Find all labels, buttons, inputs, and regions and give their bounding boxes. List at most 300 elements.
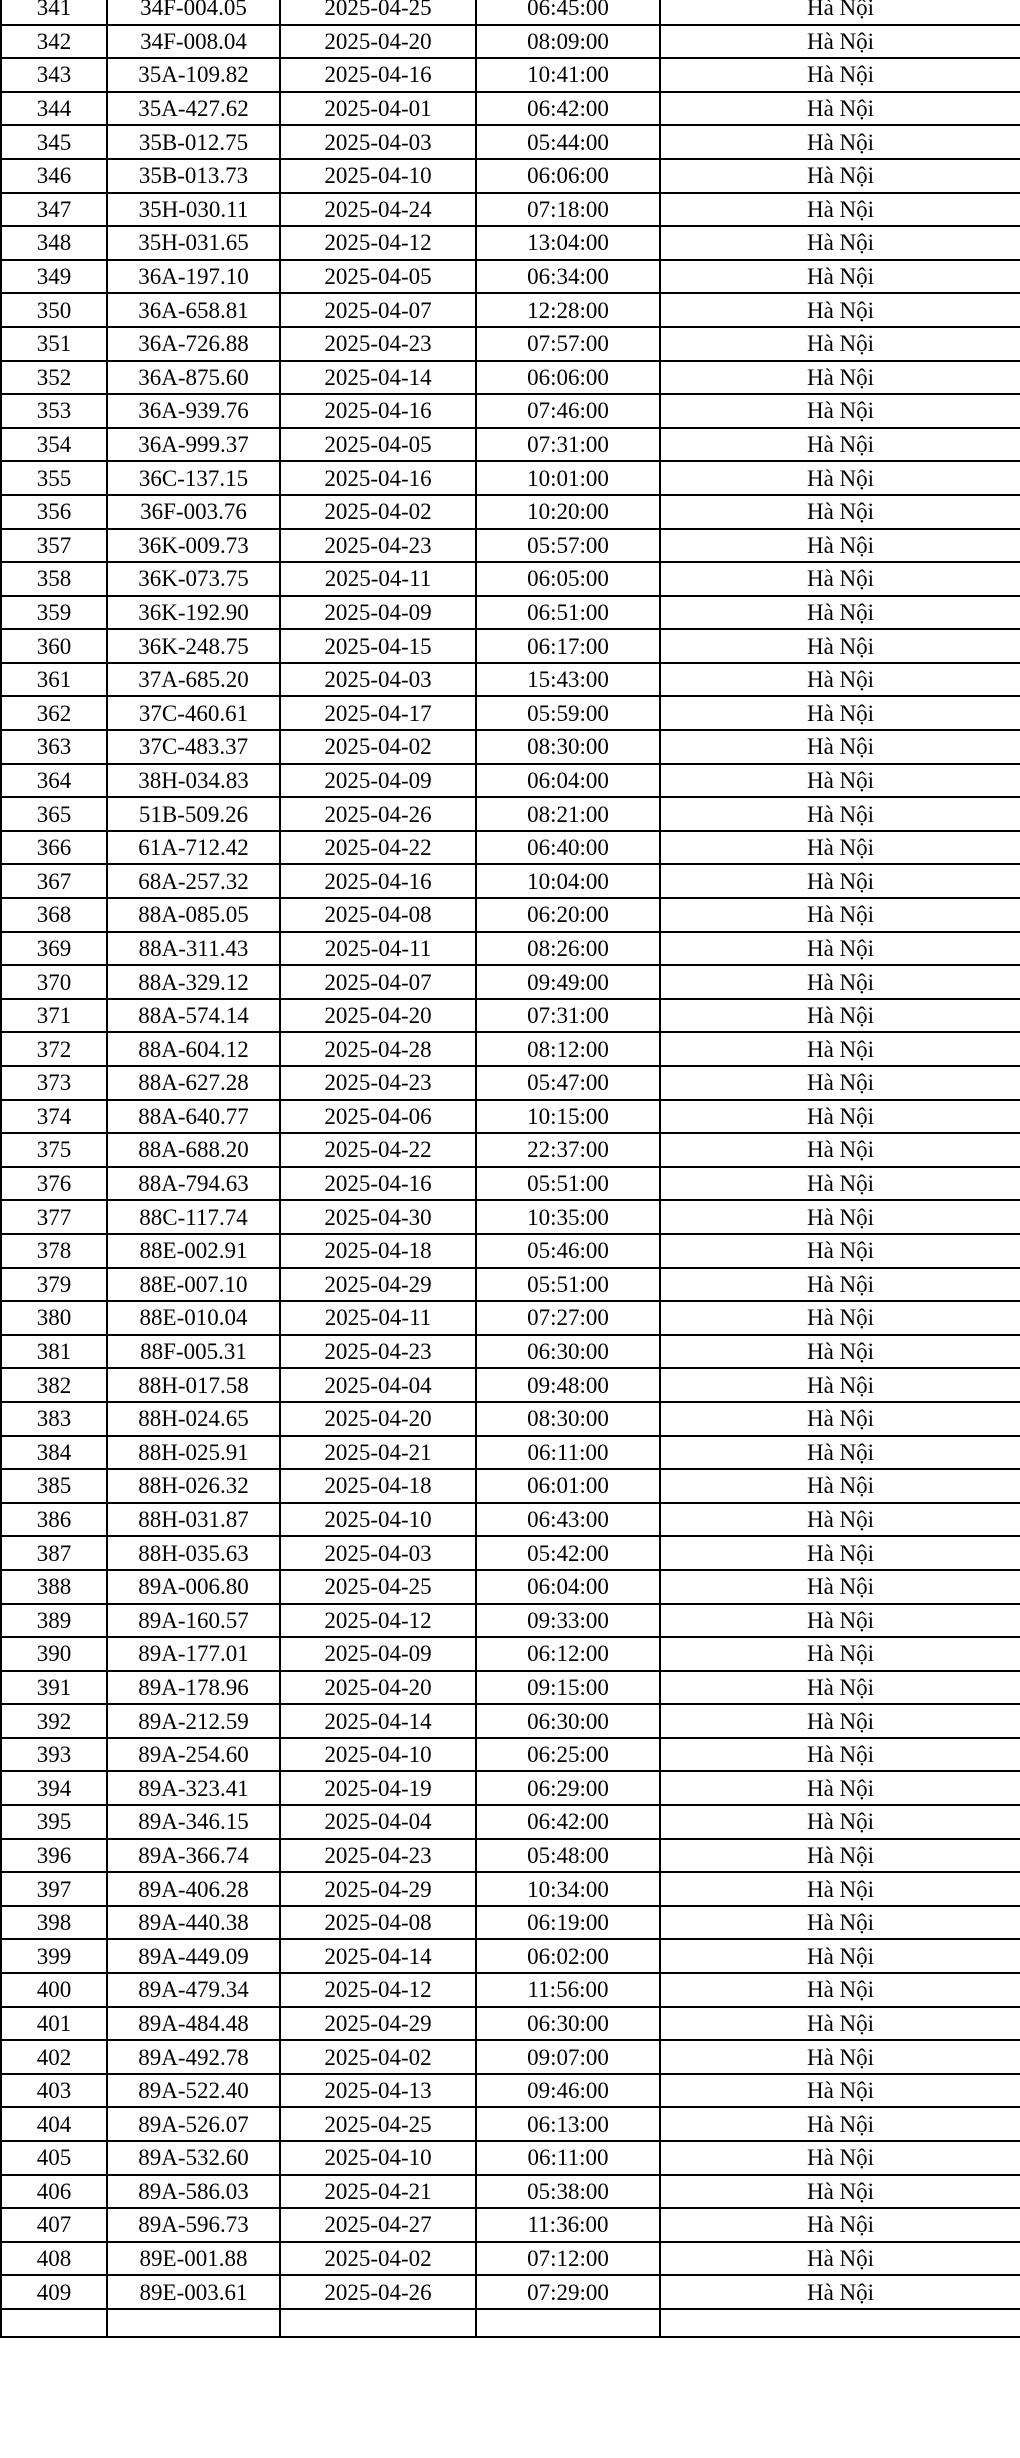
row-number-cell: 345 xyxy=(1,125,107,159)
row-number-cell: 407 xyxy=(1,2208,107,2242)
time-cell: 05:51:00 xyxy=(476,1167,660,1201)
date-cell: 2025-04-27 xyxy=(280,2208,476,2242)
time-cell: 06:13:00 xyxy=(476,2107,660,2141)
table-row xyxy=(1,1872,1020,1906)
location-cell: Hà Nội xyxy=(660,1805,1020,1839)
row-number-cell: 365 xyxy=(1,797,107,831)
date-cell: 2025-04-29 xyxy=(280,1872,476,1906)
location-cell: Hà Nội xyxy=(660,461,1020,495)
table-row xyxy=(1,2275,1020,2309)
plate-cell: 88H-025.91 xyxy=(107,1436,280,1470)
time-cell: 06:30:00 xyxy=(476,1335,660,1369)
table-row xyxy=(1,428,1020,462)
location-cell: Hà Nội xyxy=(660,293,1020,327)
date-cell: 2025-04-10 xyxy=(280,1503,476,1537)
table-row xyxy=(1,932,1020,966)
row-number-cell: 401 xyxy=(1,2007,107,2041)
table-row xyxy=(1,1032,1020,1066)
location-cell: Hà Nội xyxy=(660,1100,1020,1134)
table-row xyxy=(1,394,1020,428)
plate-cell: 89E-001.88 xyxy=(107,2242,280,2276)
row-number-cell: 347 xyxy=(1,193,107,227)
date-cell: 2025-04-29 xyxy=(280,2007,476,2041)
row-number-cell: 394 xyxy=(1,1771,107,1805)
date-cell: 2025-04-20 xyxy=(280,1402,476,1436)
location-cell: Hà Nội xyxy=(660,1133,1020,1167)
date-cell: 2025-04-16 xyxy=(280,1167,476,1201)
table-row xyxy=(1,1335,1020,1369)
time-cell: 06:30:00 xyxy=(476,1704,660,1738)
time-cell: 07:18:00 xyxy=(476,193,660,227)
plate-cell: 88A-640.77 xyxy=(107,1100,280,1134)
time-cell: 05:46:00 xyxy=(476,1234,660,1268)
table-row xyxy=(1,562,1020,596)
table-row xyxy=(1,1268,1020,1302)
row-number-cell: 369 xyxy=(1,932,107,966)
date-cell: 2025-04-25 xyxy=(280,0,476,25)
time-cell: 06:19:00 xyxy=(476,1906,660,1940)
plate-cell: 36A-726.88 xyxy=(107,327,280,361)
table-row xyxy=(1,1570,1020,1604)
plate-cell: 89A-532.60 xyxy=(107,2141,280,2175)
row-number-cell: 359 xyxy=(1,596,107,630)
row-number-cell: 342 xyxy=(1,25,107,59)
location-cell: Hà Nội xyxy=(660,1939,1020,1973)
location-cell: Hà Nội xyxy=(660,25,1020,59)
time-cell: 13:04:00 xyxy=(476,226,660,260)
table-row xyxy=(1,58,1020,92)
location-cell: Hà Nội xyxy=(660,125,1020,159)
location-cell: Hà Nội xyxy=(660,2141,1020,2175)
date-cell: 2025-04-24 xyxy=(280,193,476,227)
table-row xyxy=(1,2141,1020,2175)
plate-cell: 89A-177.01 xyxy=(107,1637,280,1671)
date-cell: 2025-04-25 xyxy=(280,1570,476,1604)
date-cell: 2025-04-06 xyxy=(280,1100,476,1134)
plate-cell: 88H-024.65 xyxy=(107,1402,280,1436)
row-number-cell: 356 xyxy=(1,495,107,529)
date-cell: 2025-04-05 xyxy=(280,428,476,462)
location-cell: Hà Nội xyxy=(660,2007,1020,2041)
location-cell: Hà Nội xyxy=(660,1503,1020,1537)
time-cell: 08:21:00 xyxy=(476,797,660,831)
time-cell: 06:11:00 xyxy=(476,1436,660,1470)
date-cell: 2025-04-16 xyxy=(280,394,476,428)
date-cell: 2025-04-03 xyxy=(280,125,476,159)
location-cell: Hà Nội xyxy=(660,2074,1020,2108)
row-number-cell: 404 xyxy=(1,2107,107,2141)
time-cell: 06:40:00 xyxy=(476,831,660,865)
location-cell: Hà Nội xyxy=(660,529,1020,563)
date-cell: 2025-04-29 xyxy=(280,1268,476,1302)
date-cell: 2025-04-22 xyxy=(280,831,476,865)
time-cell: 05:59:00 xyxy=(476,696,660,730)
row-number-cell: 368 xyxy=(1,898,107,932)
plate-cell: 36A-875.60 xyxy=(107,361,280,395)
row-number-cell: 402 xyxy=(1,2040,107,2074)
location-cell: Hà Nội xyxy=(660,1704,1020,1738)
row-number-cell: 371 xyxy=(1,999,107,1033)
row-number-cell: 367 xyxy=(1,864,107,898)
plate-cell: 89A-160.57 xyxy=(107,1604,280,1638)
date-cell: 2025-04-12 xyxy=(280,226,476,260)
date-cell: 2025-04-17 xyxy=(280,696,476,730)
location-cell: Hà Nội xyxy=(660,0,1020,25)
time-cell: 06:25:00 xyxy=(476,1738,660,1772)
location-cell: Hà Nội xyxy=(660,1839,1020,1873)
row-number-cell: 362 xyxy=(1,696,107,730)
date-cell: 2025-04-09 xyxy=(280,1637,476,1671)
plate-cell: 34F-004.05 xyxy=(107,0,280,25)
time-cell: 08:26:00 xyxy=(476,932,660,966)
location-cell: Hà Nội xyxy=(660,2040,1020,2074)
date-cell: 2025-04-16 xyxy=(280,864,476,898)
plate-cell: 89A-346.15 xyxy=(107,1805,280,1839)
table-row xyxy=(1,0,1020,25)
row-number-cell: 381 xyxy=(1,1335,107,1369)
time-cell: 06:29:00 xyxy=(476,1771,660,1805)
date-cell: 2025-04-02 xyxy=(280,495,476,529)
location-cell: Hà Nội xyxy=(660,999,1020,1033)
location-cell: Hà Nội xyxy=(660,1200,1020,1234)
row-number-cell: 399 xyxy=(1,1939,107,1973)
time-cell: 06:04:00 xyxy=(476,764,660,798)
time-cell: 06:06:00 xyxy=(476,159,660,193)
table-row xyxy=(1,1234,1020,1268)
table-row xyxy=(1,1637,1020,1671)
table-row xyxy=(1,2107,1020,2141)
row-number-cell: 360 xyxy=(1,629,107,663)
row-number-cell: 358 xyxy=(1,562,107,596)
date-cell: 2025-04-18 xyxy=(280,1234,476,1268)
time-cell: 06:02:00 xyxy=(476,1939,660,1973)
time-cell: 06:45:00 xyxy=(476,0,660,25)
table-row xyxy=(1,1133,1020,1167)
table-row xyxy=(1,461,1020,495)
location-cell: Hà Nội xyxy=(660,629,1020,663)
row-number-cell: 363 xyxy=(1,730,107,764)
row-number-cell: 372 xyxy=(1,1032,107,1066)
date-cell: 2025-04-08 xyxy=(280,1906,476,1940)
location-cell: Hà Nội xyxy=(660,193,1020,227)
row-number-cell: 389 xyxy=(1,1604,107,1638)
table-row xyxy=(1,1536,1020,1570)
date-cell: 2025-04-07 xyxy=(280,965,476,999)
table-row xyxy=(1,1436,1020,1470)
plate-cell: 88C-117.74 xyxy=(107,1200,280,1234)
table-row xyxy=(1,1939,1020,1973)
time-cell: 06:51:00 xyxy=(476,596,660,630)
time-cell: 08:30:00 xyxy=(476,1402,660,1436)
plate-cell: 35A-427.62 xyxy=(107,92,280,126)
location-cell: Hà Nội xyxy=(660,1436,1020,1470)
table-row xyxy=(1,193,1020,227)
plate-cell: 35H-030.11 xyxy=(107,193,280,227)
location-cell: Hà Nội xyxy=(660,1637,1020,1671)
plate-cell: 89A-406.28 xyxy=(107,1872,280,1906)
row-number-cell: 383 xyxy=(1,1402,107,1436)
time-cell: 05:42:00 xyxy=(476,1536,660,1570)
plate-cell: 89A-492.78 xyxy=(107,2040,280,2074)
table-row xyxy=(1,629,1020,663)
table-row xyxy=(1,1839,1020,1873)
time-cell: 06:17:00 xyxy=(476,629,660,663)
row-number-cell: 366 xyxy=(1,831,107,865)
table-row xyxy=(1,596,1020,630)
plate-cell: 61A-712.42 xyxy=(107,831,280,865)
location-cell: Hà Nội xyxy=(660,428,1020,462)
table-row xyxy=(1,159,1020,193)
plate-cell: 37A-685.20 xyxy=(107,663,280,697)
date-cell: 2025-04-11 xyxy=(280,932,476,966)
date-cell: 2025-04-02 xyxy=(280,730,476,764)
plate-cell: 89A-006.80 xyxy=(107,1570,280,1604)
time-cell: 07:12:00 xyxy=(476,2242,660,2276)
location-cell: Hà Nội xyxy=(660,226,1020,260)
table-row xyxy=(1,2074,1020,2108)
time-cell: 09:46:00 xyxy=(476,2074,660,2108)
date-cell: 2025-04-23 xyxy=(280,1335,476,1369)
row-number-cell: 386 xyxy=(1,1503,107,1537)
table-row xyxy=(1,529,1020,563)
plate-cell: 89A-449.09 xyxy=(107,1939,280,1973)
location-cell: Hà Nội xyxy=(660,1335,1020,1369)
location-cell: Hà Nội xyxy=(660,2242,1020,2276)
table-row xyxy=(1,1167,1020,1201)
row-number-cell: 396 xyxy=(1,1839,107,1873)
row-number-cell: 351 xyxy=(1,327,107,361)
row-number-cell: 374 xyxy=(1,1100,107,1134)
date-cell: 2025-04-16 xyxy=(280,461,476,495)
time-cell: 22:37:00 xyxy=(476,1133,660,1167)
row-number-cell: 397 xyxy=(1,1872,107,1906)
date-cell: 2025-04-26 xyxy=(280,2275,476,2309)
time-cell: 06:30:00 xyxy=(476,2007,660,2041)
plate-cell: 36C-137.15 xyxy=(107,461,280,495)
location-cell: Hà Nội xyxy=(660,1671,1020,1705)
row-number-cell: 375 xyxy=(1,1133,107,1167)
date-cell: 2025-04-23 xyxy=(280,1839,476,1873)
table-row xyxy=(1,831,1020,865)
time-cell: 06:04:00 xyxy=(476,1570,660,1604)
row-number-cell: 355 xyxy=(1,461,107,495)
location-cell: Hà Nội xyxy=(660,965,1020,999)
plate-cell: 38H-034.83 xyxy=(107,764,280,798)
date-cell: 2025-04-04 xyxy=(280,1805,476,1839)
plate-cell: 36A-939.76 xyxy=(107,394,280,428)
row-number-cell: 373 xyxy=(1,1066,107,1100)
date-cell: 2025-04-15 xyxy=(280,629,476,663)
location-cell: Hà Nội xyxy=(660,1234,1020,1268)
location-cell: Hà Nội xyxy=(660,92,1020,126)
location-cell: Hà Nội xyxy=(660,1469,1020,1503)
location-cell: Hà Nội xyxy=(660,562,1020,596)
location-cell: Hà Nội xyxy=(660,1570,1020,1604)
row-number-cell: 341 xyxy=(1,0,107,25)
row-number-cell: 395 xyxy=(1,1805,107,1839)
table-row xyxy=(1,1671,1020,1705)
date-cell: 2025-04-14 xyxy=(280,1704,476,1738)
date-cell: 2025-04-10 xyxy=(280,2141,476,2175)
table-row xyxy=(1,2242,1020,2276)
location-cell: Hà Nội xyxy=(660,898,1020,932)
date-cell: 2025-04-18 xyxy=(280,1469,476,1503)
date-cell: 2025-04-16 xyxy=(280,58,476,92)
location-cell: Hà Nội xyxy=(660,1738,1020,1772)
plate-cell: 88E-007.10 xyxy=(107,1268,280,1302)
plate-cell: 88H-017.58 xyxy=(107,1368,280,1402)
location-cell: Hà Nội xyxy=(660,394,1020,428)
row-number-cell: 392 xyxy=(1,1704,107,1738)
plate-cell: 68A-257.32 xyxy=(107,864,280,898)
time-cell: 07:29:00 xyxy=(476,2275,660,2309)
location-cell: Hà Nội xyxy=(660,1032,1020,1066)
time-cell: 06:34:00 xyxy=(476,260,660,294)
table-row xyxy=(1,1604,1020,1638)
time-cell: 10:01:00 xyxy=(476,461,660,495)
row-number-cell: 393 xyxy=(1,1738,107,1772)
time-cell: 06:11:00 xyxy=(476,2141,660,2175)
empty-cell xyxy=(1,2309,107,2337)
time-cell: 07:57:00 xyxy=(476,327,660,361)
plate-cell: 88A-604.12 xyxy=(107,1032,280,1066)
plate-cell: 37C-460.61 xyxy=(107,696,280,730)
plate-cell: 89E-003.61 xyxy=(107,2275,280,2309)
date-cell: 2025-04-14 xyxy=(280,1939,476,1973)
location-cell: Hà Nội xyxy=(660,1872,1020,1906)
date-cell: 2025-04-05 xyxy=(280,260,476,294)
row-number-cell: 408 xyxy=(1,2242,107,2276)
row-number-cell: 400 xyxy=(1,1973,107,2007)
date-cell: 2025-04-09 xyxy=(280,596,476,630)
date-cell: 2025-04-10 xyxy=(280,159,476,193)
location-cell: Hà Nội xyxy=(660,596,1020,630)
row-number-cell: 361 xyxy=(1,663,107,697)
table-row xyxy=(1,495,1020,529)
plate-cell: 36A-999.37 xyxy=(107,428,280,462)
table-row xyxy=(1,730,1020,764)
time-cell: 08:12:00 xyxy=(476,1032,660,1066)
row-number-cell: 409 xyxy=(1,2275,107,2309)
time-cell: 06:05:00 xyxy=(476,562,660,596)
row-number-cell: 357 xyxy=(1,529,107,563)
table-row xyxy=(1,1200,1020,1234)
location-cell: Hà Nội xyxy=(660,1402,1020,1436)
time-cell: 05:57:00 xyxy=(476,529,660,563)
row-number-cell: 370 xyxy=(1,965,107,999)
table-row xyxy=(1,1368,1020,1402)
plate-cell: 89A-366.74 xyxy=(107,1839,280,1873)
date-cell: 2025-04-12 xyxy=(280,1604,476,1638)
plate-cell: 88A-688.20 xyxy=(107,1133,280,1167)
table-row xyxy=(1,327,1020,361)
table-row xyxy=(1,1738,1020,1772)
time-cell: 10:04:00 xyxy=(476,864,660,898)
location-cell: Hà Nội xyxy=(660,1973,1020,2007)
date-cell: 2025-04-08 xyxy=(280,898,476,932)
plate-cell: 88A-311.43 xyxy=(107,932,280,966)
location-cell: Hà Nội xyxy=(660,730,1020,764)
table-row xyxy=(1,92,1020,126)
plate-cell: 89A-440.38 xyxy=(107,1906,280,1940)
plate-cell: 89A-212.59 xyxy=(107,1704,280,1738)
empty-cell xyxy=(660,2309,1020,2337)
location-cell: Hà Nội xyxy=(660,932,1020,966)
plate-cell: 36K-192.90 xyxy=(107,596,280,630)
time-cell: 11:56:00 xyxy=(476,1973,660,2007)
date-cell: 2025-04-23 xyxy=(280,1066,476,1100)
row-number-cell: 377 xyxy=(1,1200,107,1234)
date-cell: 2025-04-07 xyxy=(280,293,476,327)
time-cell: 07:46:00 xyxy=(476,394,660,428)
plate-cell: 88A-574.14 xyxy=(107,999,280,1033)
date-cell: 2025-04-19 xyxy=(280,1771,476,1805)
table-row xyxy=(1,1906,1020,1940)
location-cell: Hà Nội xyxy=(660,696,1020,730)
location-cell: Hà Nội xyxy=(660,831,1020,865)
time-cell: 09:49:00 xyxy=(476,965,660,999)
row-number-cell: 405 xyxy=(1,2141,107,2175)
time-cell: 09:15:00 xyxy=(476,1671,660,1705)
table-row xyxy=(1,260,1020,294)
row-number-cell: 379 xyxy=(1,1268,107,1302)
date-cell: 2025-04-04 xyxy=(280,1368,476,1402)
date-cell: 2025-04-22 xyxy=(280,1133,476,1167)
plate-cell: 89A-596.73 xyxy=(107,2208,280,2242)
location-cell: Hà Nội xyxy=(660,2208,1020,2242)
table-row xyxy=(1,898,1020,932)
table-row xyxy=(1,1100,1020,1134)
plate-cell: 35B-013.73 xyxy=(107,159,280,193)
date-cell: 2025-04-01 xyxy=(280,92,476,126)
date-cell: 2025-04-12 xyxy=(280,1973,476,2007)
time-cell: 06:01:00 xyxy=(476,1469,660,1503)
row-number-cell: 378 xyxy=(1,1234,107,1268)
location-cell: Hà Nội xyxy=(660,1066,1020,1100)
date-cell: 2025-04-11 xyxy=(280,1301,476,1335)
table-row xyxy=(1,1771,1020,1805)
row-number-cell: 346 xyxy=(1,159,107,193)
plate-cell: 36K-009.73 xyxy=(107,529,280,563)
date-cell: 2025-04-09 xyxy=(280,764,476,798)
time-cell: 05:51:00 xyxy=(476,1268,660,1302)
date-cell: 2025-04-25 xyxy=(280,2107,476,2141)
plate-cell: 88H-035.63 xyxy=(107,1536,280,1570)
row-number-cell: 387 xyxy=(1,1536,107,1570)
plate-cell: 88F-005.31 xyxy=(107,1335,280,1369)
row-number-cell: 406 xyxy=(1,2175,107,2209)
time-cell: 06:42:00 xyxy=(476,92,660,126)
row-number-cell: 384 xyxy=(1,1436,107,1470)
plate-cell: 51B-509.26 xyxy=(107,797,280,831)
table-row xyxy=(1,1402,1020,1436)
date-cell: 2025-04-20 xyxy=(280,999,476,1033)
date-cell: 2025-04-02 xyxy=(280,2040,476,2074)
table-row xyxy=(1,2175,1020,2209)
plate-cell: 35A-109.82 xyxy=(107,58,280,92)
table-row xyxy=(1,1066,1020,1100)
date-cell: 2025-04-21 xyxy=(280,1436,476,1470)
empty-cell xyxy=(280,2309,476,2337)
date-cell: 2025-04-02 xyxy=(280,2242,476,2276)
location-cell: Hà Nội xyxy=(660,1268,1020,1302)
date-cell: 2025-04-11 xyxy=(280,562,476,596)
time-cell: 06:43:00 xyxy=(476,1503,660,1537)
plate-cell: 89A-586.03 xyxy=(107,2175,280,2209)
location-cell: Hà Nội xyxy=(660,1604,1020,1638)
location-cell: Hà Nội xyxy=(660,764,1020,798)
time-cell: 06:12:00 xyxy=(476,1637,660,1671)
